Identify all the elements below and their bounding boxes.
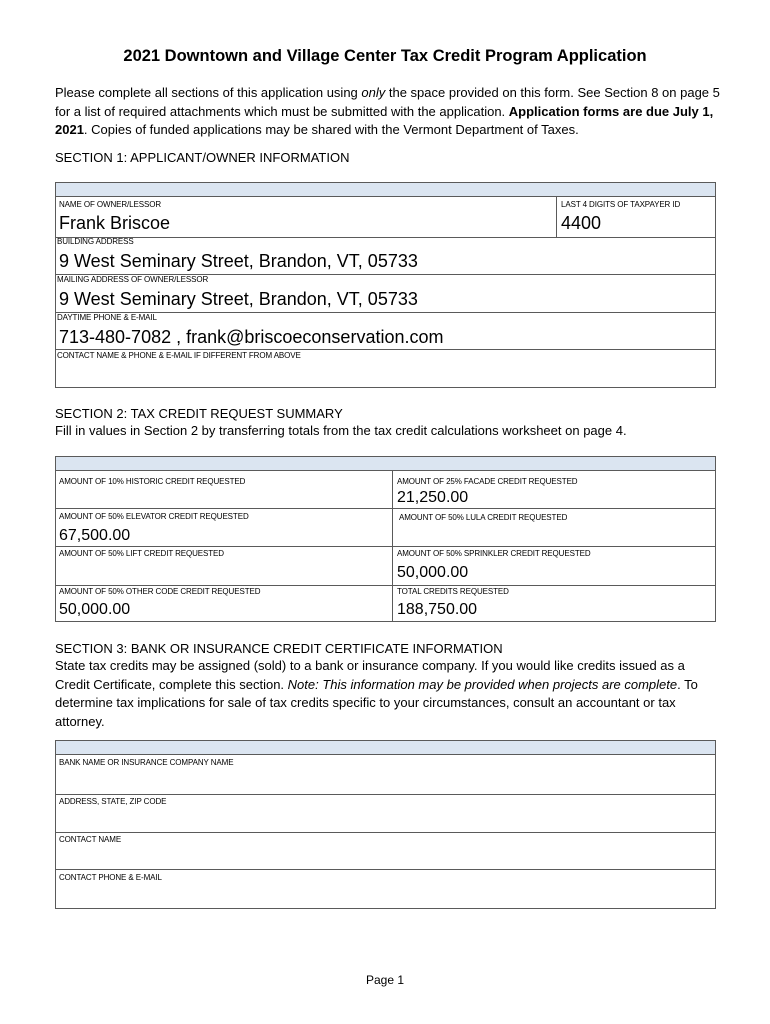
section2-rule xyxy=(55,585,716,586)
other-code-credit-label: AMOUNT OF 50% OTHER CODE CREDIT REQUESTED xyxy=(59,587,261,596)
section3-rule xyxy=(55,832,716,833)
taxpayer-id-field[interactable]: 4400 xyxy=(561,213,602,233)
section1-rule xyxy=(55,237,716,238)
owner-name-field[interactable]: Frank Briscoe xyxy=(59,213,171,233)
intro-text-3: . Copies of funded applications may be shared with the Vermont Department of Taxes. xyxy=(83,122,579,137)
section1-heading: SECTION 1: APPLICANT/OWNER INFORMATION xyxy=(55,150,350,165)
section2-rule xyxy=(55,508,716,509)
sprinkler-credit-field[interactable]: 50,000.00 xyxy=(397,564,469,581)
owner-name-label: NAME OF OWNER/LESSOR xyxy=(59,200,162,209)
total-credits-label: TOTAL CREDITS REQUESTED xyxy=(397,587,509,596)
intro-text-2: the space provided on this form. See Section 8 on page 5 for a list of required attachments which must be submitted with the application. xyxy=(55,85,720,119)
building-address-label: BUILDING ADDRESS xyxy=(57,237,134,246)
historic-credit-label: AMOUNT OF 10% HISTORIC CREDIT REQUESTED xyxy=(59,477,246,486)
section3-paragraph xyxy=(55,657,723,731)
elevator-credit-field[interactable]: 67,500.00 xyxy=(59,527,131,544)
facade-credit-label: AMOUNT OF 25% FACADE CREDIT REQUESTED xyxy=(397,477,578,486)
phone-email-label: DAYTIME PHONE & E-MAIL xyxy=(57,313,157,322)
total-credits-field[interactable]: 188,750.00 xyxy=(397,601,478,618)
mailing-address-field[interactable]: 9 West Seminary Street, Brandon, VT, 05733 xyxy=(59,289,418,309)
intro-paragraph xyxy=(55,84,725,140)
other-code-credit-field[interactable]: 50,000.00 xyxy=(59,601,131,618)
bank-name-label: BANK NAME OR INSURANCE COMPANY NAME xyxy=(59,758,234,767)
section2-header-band xyxy=(55,456,716,471)
section1-divider xyxy=(556,196,557,238)
section3-rule xyxy=(55,794,716,795)
phone-email-field[interactable]: 713-480-7082 , frank@briscoeconservation.com xyxy=(59,327,444,347)
sprinkler-credit-label: AMOUNT OF 50% SPRINKLER CREDIT REQUESTED xyxy=(397,549,591,558)
section1-header-band xyxy=(55,182,716,197)
section2-heading: SECTION 2: TAX CREDIT REQUEST SUMMARY xyxy=(55,406,343,421)
intro-due-date: Application forms are due July 1, 2021 xyxy=(55,103,714,137)
section3-header-band xyxy=(55,740,716,755)
section2-rule xyxy=(55,546,716,547)
mailing-address-label: MAILING ADDRESS OF OWNER/LESSOR xyxy=(57,275,209,284)
section1-rule xyxy=(55,349,716,350)
bank-contact-label: CONTACT NAME xyxy=(59,835,122,844)
page-title: 2021 Downtown and Village Center Tax Credit Program Application xyxy=(123,47,647,65)
facade-credit-field[interactable]: 21,250.00 xyxy=(397,489,469,506)
section3-rule xyxy=(55,869,716,870)
section3-note: Note: This information may be provided when projects are complete xyxy=(287,676,678,692)
building-address-field[interactable]: 9 West Seminary Street, Brandon, VT, 05733 xyxy=(59,251,418,271)
alt-contact-label: CONTACT NAME & PHONE & E-MAIL IF DIFFERENT FROM ABOVE xyxy=(57,351,301,360)
taxpayer-id-label: LAST 4 DIGITS OF TAXPAYER ID xyxy=(561,200,681,209)
section3-heading: SECTION 3: BANK OR INSURANCE CREDIT CERTIFICATE INFORMATION xyxy=(55,641,503,656)
bank-phone-label: CONTACT PHONE & E-MAIL xyxy=(59,873,162,882)
intro-text-1: Please complete all sections of this application using xyxy=(55,85,362,100)
lula-credit-label: AMOUNT OF 50% LULA CREDIT REQUESTED xyxy=(399,513,568,522)
lift-credit-label: AMOUNT OF 50% LIFT CREDIT REQUESTED xyxy=(59,549,224,558)
intro-emphasis: only xyxy=(361,85,386,100)
section3-text-1: State tax credits may be assigned (sold) to a bank or insurance company. If you would like credits issued as a Credit Certificate, complete this section. xyxy=(55,658,685,692)
elevator-credit-label: AMOUNT OF 50% ELEVATOR CREDIT REQUESTED xyxy=(59,512,249,521)
section3-text-2: . To determine tax implications for sale of tax credits specific to your circumstances, consult an accountant or tax attorney. xyxy=(55,676,698,729)
bank-address-label: ADDRESS, STATE, ZIP CODE xyxy=(59,797,167,806)
page-number: Page 1 xyxy=(365,973,405,987)
section2-subtext: Fill in values in Section 2 by transferring totals from the tax credit calculations worksheet on page 4. xyxy=(55,423,627,438)
